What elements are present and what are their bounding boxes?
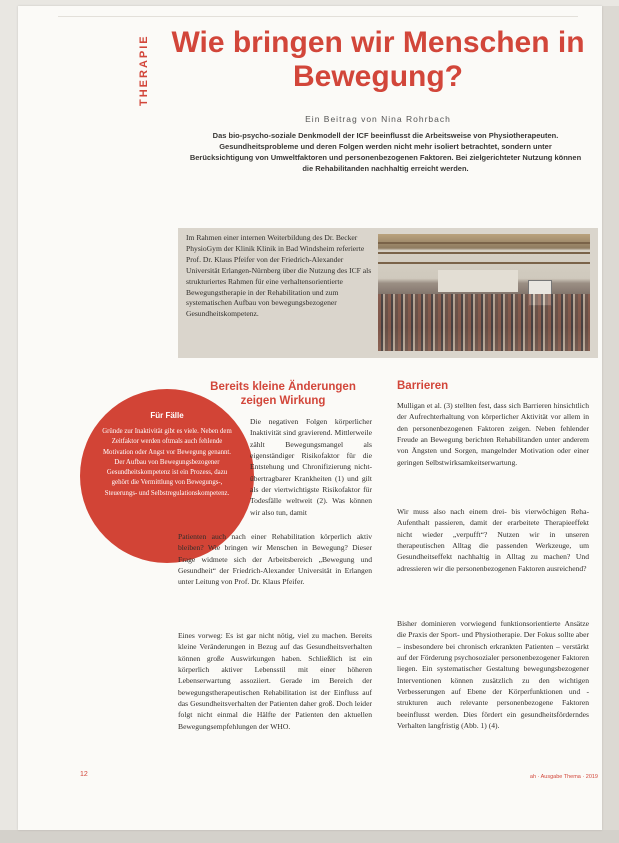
- info-box-text: Im Rahmen einer internen Weiterbildung des Dr. Becker PhysioGym der Klinik Klinik in Bad Windsheim referierte Prof. Dr. Klaus Pfeifer von der Friedrich-Alexander Universität Erlangen-Nürnberg über die Nutzung des ICF als strukturiertes Rahmen für eine verhaltensorientierte Bewegungstherapie in der Rehabilitation und zum systematischen Aufbau von bewegungsbezogener Gesundheitskompetenz.: [186, 233, 372, 319]
- page-number: 12: [80, 771, 88, 778]
- heading-right: Barrieren: [397, 380, 449, 392]
- intro-paragraph: Das bio-psycho-soziale Denkmodell der ICF beeinflusst die Arbeitsweise von Physiotherapeuten. Gesundheitsprobleme und deren Folgen werden nicht mehr isoliert betrachtet, sondern unter Berücksichtigung von Umweltfaktoren und personenbezogenen Faktoren. Bei zielgerichteter Nutzung können die Rehabilitanden nachhaltig erreicht werden.: [189, 131, 582, 173]
- magazine-page: [18, 6, 602, 830]
- top-rule: [58, 16, 578, 17]
- left-paragraph-3: Eines vorweg: Es ist gar nicht nötig, viel zu machen. Bereits kleine Veränderungen in Bezug auf das Gesundheitsverhalten können große Auswirkungen haben. Schließlich ist ein körperlich aktiver Lebensstil mit einer höheren Lebenserwartung assoziiert. Gerade im Bereich der bewegungstherapeutischen Rehabilitation ist der Einfluss auf das Gesundheitsverhalten der Patienten daher groß. Doch leider folgt nicht einmal die Hälfte der Patienten den aktuellen Bewegungsempfehlungen der WHO.: [178, 631, 372, 731]
- callout-text: Gründe zur Inaktivität gibt es viele. Neben dem Zeitfaktor werden oftmals auch fehlende Motivation oder Angst vor Bewegung genannt. Der Aufbau von Bewegungsbezogener Gesundheitskompetenz ist ein Prozess, dazu gehört die Vermittlung von Bewegungs-, Steuerungs- und Selbstregulationskompetenz.: [102, 428, 232, 497]
- callout-title: Für Fälle: [150, 411, 184, 420]
- right-paragraph-1: Mulligan et al. (3) stellten fest, dass sich Barrieren hinsichtlich der Aufrechterhaltung von körperlicher Aktivität vor allem in den personenbezogenen Faktoren zeigen. Neben fehlender Freude an Bewegung berichten Rehabilitanden unter anderem von Ängsten und Sorgen, mangelnder Motivation oder einer geringen Selbstwirksamkeitserwartung.: [397, 401, 589, 467]
- info-box: [178, 228, 598, 358]
- lecture-photo: [378, 234, 590, 351]
- footer-text: ah · Ausgabe Thema · 2019: [529, 774, 598, 780]
- section-tag: THERAPIE: [138, 34, 150, 106]
- article-title: Wie bringen wir Menschen in Bewegung?: [171, 26, 585, 93]
- left-paragraph-2: Patienten auch nach einer Rehabilitation körperlich aktiv bleiben? Wie bringen wir Menschen in Bewegung? Dieser Frage widmete sich der Arbeitsbereich „Bewegung und Gesundheit“ der Friedrich-Alexander Universität in Erlangen unter Leitung von Prof. Dr. Klaus Pfeifer.: [178, 532, 372, 587]
- page-bottom-shadow: [0, 830, 619, 843]
- right-paragraph-3: Bisher dominieren vorwiegend funktionsorientierte Ansätze die Praxis der Sport- und Physiotherapie. Der Fokus sollte aber – insbesondere bei chronisch erkrankten Patienten – verstärkt auf der Förderung psychosozialer personenbezogener Faktoren liegen. Ein systematischer Gestaltung bewegungsbezogener Interventionen können zusätzlich zu den wichtigen Verbesserungen auf Ebene der Körperfunktionen und -strukturen auch relevante personenbezogene Faktoren beeinflusst werden. Dies fördert ein gesundheitsförderndes Verhalten langfristig (Abb. 1) (4).: [397, 619, 589, 731]
- right-paragraph-2: Wir muss also nach einem drei- bis vierwöchigen Reha-Aufenthalt passieren, damit der erarbeitete Therapieeffekt nicht wieder „verpufft“? Nutzen wir in unseren therapeutischen Alltag die passenden Werkzeuge, um Gesundheitseffekt nachhaltig in Alltag zu machen? Und adressieren wir die personenbezogenen Faktoren ausreichend?: [397, 507, 589, 573]
- page-edge-shadow: [602, 6, 619, 830]
- byline: Ein Beitrag von Nina Rohrbach: [305, 114, 451, 124]
- heading-left: Bereits kleine Änderungen zeigen Wirkung: [210, 381, 356, 407]
- left-paragraph-1: Die negativen Folgen körperlicher Inaktivität sind gravierend. Mittlerweile zählt Bewegungsmangel als eigenständiger Risikofaktor für die Entstehung und Chronifizierung nicht-übertragbarer Krankheiten (1) und gilt als der viertwichtigste Risikofaktor für Todesfälle weltweit (2). Was können wir also tun, damit: [250, 417, 372, 517]
